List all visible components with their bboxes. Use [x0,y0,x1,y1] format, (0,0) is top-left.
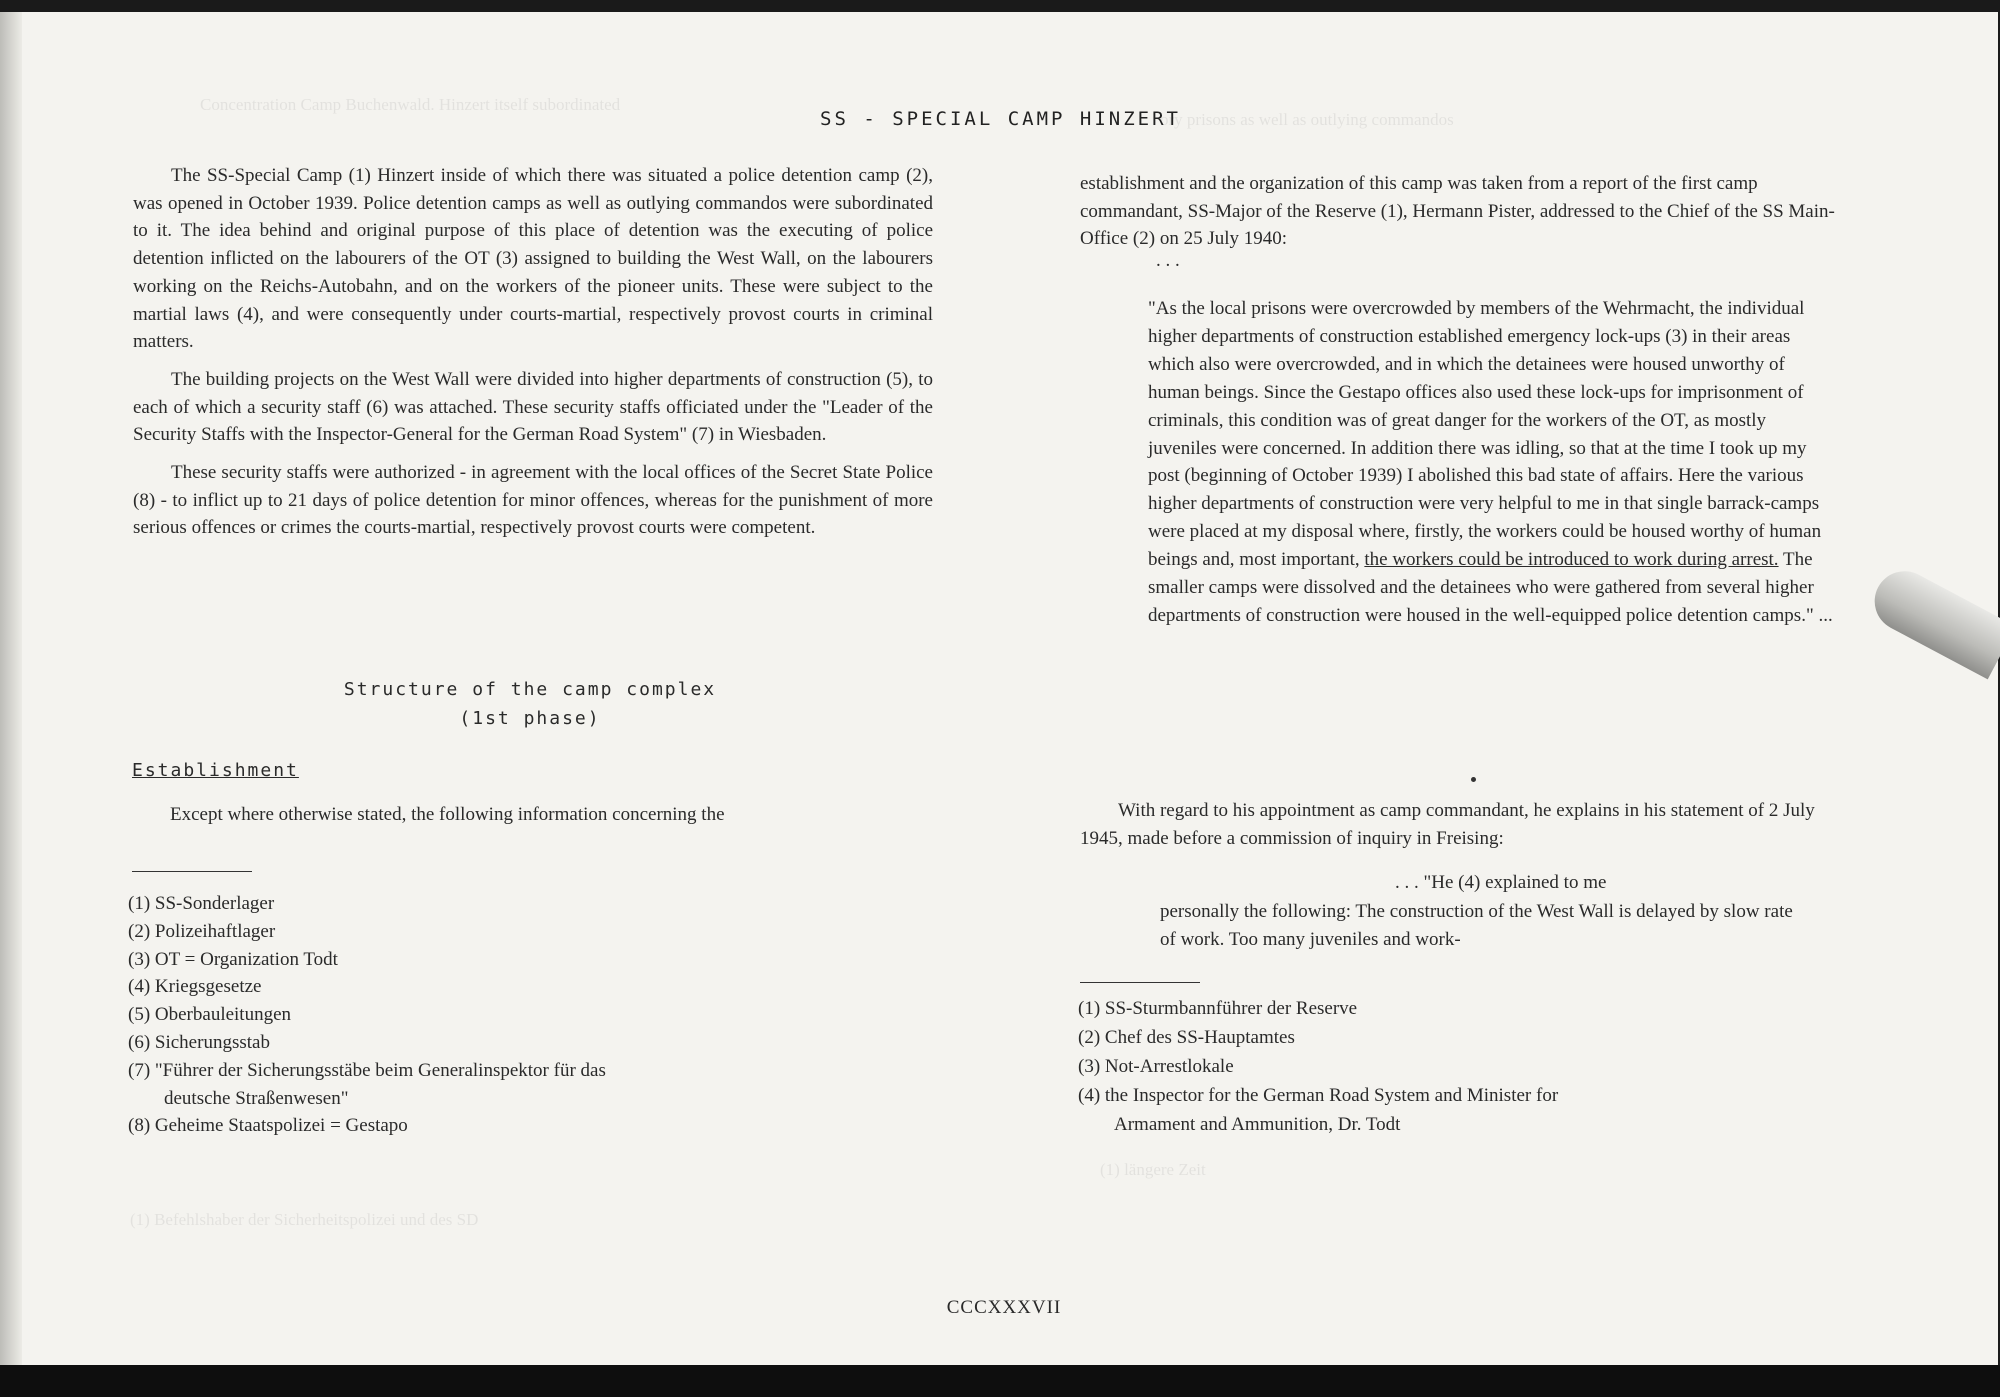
footnote: (7) "Führer der Sicherungsstäbe beim Generalinspektor für das [128,1059,606,1081]
footnote: (3) OT = Organization Todt [128,948,338,970]
footnote: (2) Polizeihaftlager [128,920,276,942]
footnotes-right [1078,994,1838,1139]
paragraph: establishment and the organization of this camp was taken from a report of the first camp commandant, SS-Major of the Reserve (1), Hermann Pister, addressed to the Chief of the SS Main-Office (2) on 25 July 1940: [1080,173,1835,250]
right-column [1080,170,1840,259]
show-through-text: (1) längere Zeit [1100,1160,1206,1179]
ellipsis: . . . [1156,250,1180,271]
footnote: (4) the Inspector for the German Road System and Minister for [1078,1085,1559,1106]
footnote: (3) Not-Arrestlokale [1078,1056,1234,1077]
quote-text: The smaller camps were dissolved and the detainees who were gathered from several higher departments of construction were housed in the well-equipped police detention camps." ... [1148,549,1833,626]
footnote: (2) Chef des SS-Hauptamtes [1078,1027,1295,1048]
quote-text: . . . "He (4) explained to me [1395,872,1607,893]
show-through-text: (1) Befehlshaber der Sicherheitspolizei und des SD [130,1210,479,1229]
show-through-text: ory prisons as well as outlying commandos [1160,110,1454,129]
establishment-heading: Establishment [132,760,299,781]
quote-text: personally the following: The construction of the West Wall is delayed by slow rate of work. Too many juveniles and work- [1160,900,1793,950]
footnote: (1) SS-Sonderlager [128,893,275,914]
footnote: (1) SS-Sturmbannführer der Reserve [1078,998,1358,1019]
footnotes-left [128,890,748,1140]
scanner-border [0,1365,2000,1397]
underlined-quote-text: the workers could be introduced to work during arrest. [1364,549,1779,571]
page-number: CCCXXXVII [946,1297,1062,1318]
quote-text: "As the local prisons were overcrowded by members of the Wehrmacht, the individual higher departments of construction established emergency lock-ups (3) in their areas which also were overcrowded, and in which the detainees were housed unworthy of human beings. Since the Gestapo offices also used these lock-ups for imprisonment of criminals, this condition was of great danger for the workers of the OT, as mostly juveniles were concerned. In addition there was idling, so that at the time I took up my post (beginning of October 1939) I abolished this bad state of affairs. Here the various higher departments of construction were very helpful to me in that single barrack-camps were placed at my disposal where, firstly, the workers could be housed worthy of human beings and, most important, [1148,298,1822,571]
establishment-text: Except where otherwise stated, the following information concerning the [170,804,725,825]
block-quote [1148,295,1838,630]
footnote: (6) Sicherungsstab [128,1031,270,1053]
footnote-rule [132,871,252,872]
structure-heading-line: Structure of the camp complex [343,679,717,700]
footnote: (8) Geheime Staatspolizei = Gestapo [128,1115,408,1137]
footnote-rule [1080,982,1200,983]
footnote: deutsche Straßenwesen" [164,1087,349,1109]
ink-dot [1471,777,1476,782]
left-column [133,162,933,552]
book-gutter [0,12,22,1387]
paragraph: With regard to his appointment as camp commandant, he explains in his statement of 2 July 1945, made before a commission of inquiry in Freising: [1080,800,1815,849]
page-title: SS - SPECIAL CAMP HINZERT [820,108,1181,130]
paragraph: The building projects on the West Wall were divided into higher departments of construction (5), to each of which a security staff (6) was attached. These security staffs officiated under the "Leader of the Security Staffs with the Inspector-General for the German Road System" (7) in Wiesbaden. [133,368,933,446]
footnote: (4) Kriegsgesetze [128,976,262,998]
show-through-text: Concentration Camp Buchenwald. Hinzert itself subordinated [200,95,621,114]
structure-heading [310,675,750,733]
paragraph: These security staffs were authorized - in agreement with the local offices of the Secret State Police (8) - to inflict up to 21 days of police detention for minor offences, whereas for the punishment of more serious offences or crimes the courts-martial, respectively provost courts were competent. [133,462,933,539]
block-quote [1160,869,1800,955]
paragraph: The SS-Special Camp (1) Hinzert inside of which there was situated a police detention camp (2), was opened in October 1939. Police detention camps as well as outlying commandos were subordinated to it. The idea behind and original purpose of this place of detention was the executing of police detention inflicted on the labourers of the OT (3) assigned to building the West Wall, on the labourers working on the Reichs-Autobahn, and on the workers of the pioneer units. These were subject to the martial laws (4), and were consequently under courts-martial, respectively provost courts in criminal matters. [133,165,933,353]
footnote: (5) Oberbauleitungen [128,1004,292,1026]
structure-heading-line: (1st phase) [459,708,601,729]
footnote: Armament and Ammunition, Dr. Todt [1114,1114,1401,1135]
